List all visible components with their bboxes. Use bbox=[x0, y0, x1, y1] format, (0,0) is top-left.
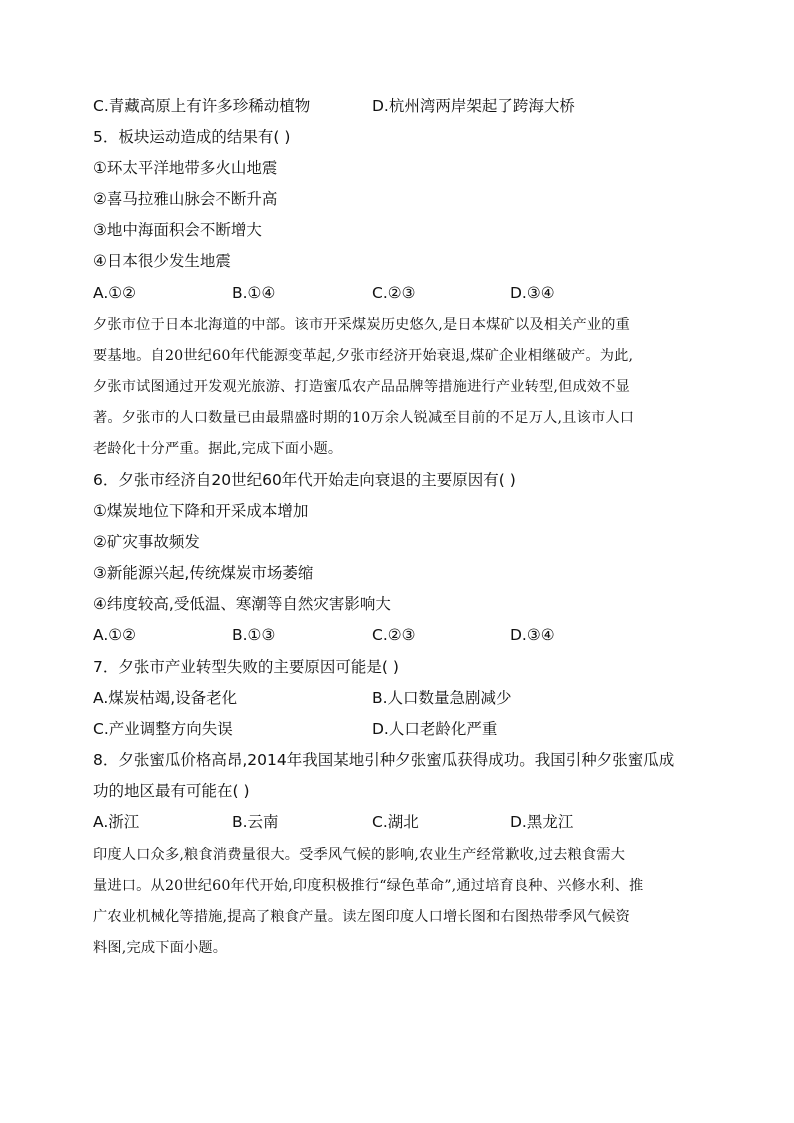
q8-option-c: C.湖北 bbox=[372, 813, 419, 831]
q6-item-3: ③新能源兴起,传统煤炭市场萎缩 bbox=[93, 564, 314, 582]
passage-line: 印度人口众多,粮食消费量很大。受季风气候的影响,农业生产经常歉收,过去粮食需大 bbox=[93, 847, 626, 863]
q6-option-a: A.①② bbox=[93, 626, 137, 644]
passage-yubari bbox=[93, 310, 705, 465]
q7-option-b: B.人口数量急剧减少 bbox=[372, 689, 512, 707]
q6-item-4: ④纬度较高,受低温、寒潮等自然灾害影响大 bbox=[93, 595, 391, 613]
passage-line: 老龄化十分严重。据此,完成下面小题。 bbox=[93, 441, 343, 457]
q8-option-d: D.黑龙江 bbox=[510, 813, 574, 831]
q6-item-1: ①煤炭地位下降和开采成本增加 bbox=[93, 502, 309, 520]
q8-option-a: A.浙江 bbox=[93, 813, 140, 831]
passage-line: 著。夕张市的人口数量已由最鼎盛时期的10万余人锐减至目前的不足万人,且该市人口 bbox=[93, 410, 635, 426]
passage-india bbox=[93, 840, 705, 964]
passage-line: 要基地。自20世纪60年代能源变革起,夕张市经济开始衰退,煤矿企业相继破产。为此, bbox=[93, 348, 634, 364]
q7-option-d: D.人口老龄化严重 bbox=[372, 720, 498, 738]
q5-item-1: ①环太平洋地带多火山地震 bbox=[93, 159, 278, 177]
q7-option-a: A.煤炭枯竭,设备老化 bbox=[93, 689, 238, 707]
q6-option-d: D.③④ bbox=[510, 626, 555, 644]
passage-line: 量进口。从20世纪60年代开始,印度积极推行“绿色革命”,通过培育良种、兴修水利、推 bbox=[93, 878, 644, 894]
q5-option-c: C.②③ bbox=[372, 284, 416, 302]
q8-stem-line-2: 功的地区最有可能在( ) bbox=[93, 782, 250, 800]
q4-option-c: C.青藏高原上有许多珍稀动植物 bbox=[93, 97, 311, 115]
q5-item-4: ④日本很少发生地震 bbox=[93, 252, 231, 270]
q5-option-a: A.①② bbox=[93, 284, 137, 302]
q6-option-b: B.①③ bbox=[232, 626, 276, 644]
q4-option-d: D.杭州湾两岸架起了跨海大桥 bbox=[372, 97, 575, 115]
q5-item-2: ②喜马拉雅山脉会不断升高 bbox=[93, 190, 278, 208]
q6-stem: 6．夕张市经济自20世纪60年代开始走向衰退的主要原因有( ) bbox=[93, 471, 516, 489]
q5-stem: 5．板块运动造成的结果有( ) bbox=[93, 128, 291, 146]
passage-line: 夕张市试图通过开发观光旅游、打造蜜瓜农产品品牌等措施进行产业转型,但成效不显 bbox=[93, 379, 631, 395]
q7-stem: 7．夕张市产业转型失败的主要原因可能是( ) bbox=[93, 658, 399, 676]
passage-line: 广农业机械化等措施,提高了粮食产量。读左图印度人口增长图和右图热带季风气候资 bbox=[93, 909, 631, 925]
q8-option-b: B.云南 bbox=[232, 813, 279, 831]
q5-option-d: D.③④ bbox=[510, 284, 555, 302]
q5-item-3: ③地中海面积会不断增大 bbox=[93, 221, 262, 239]
q6-item-2: ②矿灾事故频发 bbox=[93, 533, 200, 551]
q6-option-c: C.②③ bbox=[372, 626, 416, 644]
q8-stem-line-1: 8．夕张蜜瓜价格高昂,2014年我国某地引种夕张蜜瓜获得成功。我国引种夕张蜜瓜成 bbox=[93, 751, 675, 769]
passage-line: 夕张市位于日本北海道的中部。该市开采煤炭历史悠久,是日本煤矿以及相关产业的重 bbox=[93, 317, 631, 333]
q5-option-b: B.①④ bbox=[232, 284, 276, 302]
q7-option-c: C.产业调整方向失误 bbox=[93, 720, 233, 738]
passage-line: 料图,完成下面小题。 bbox=[93, 940, 228, 956]
